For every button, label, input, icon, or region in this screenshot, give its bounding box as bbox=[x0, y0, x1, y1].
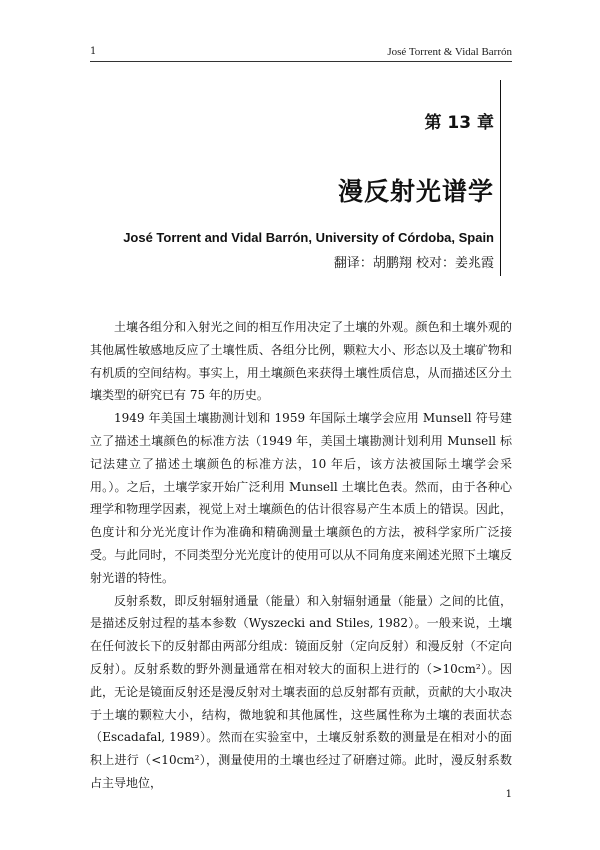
header-page-number: 1 bbox=[90, 46, 97, 57]
author-byline: José Torrent and Vidal Barrón, University of Córdoba, Spain bbox=[123, 230, 494, 245]
body-text bbox=[90, 316, 512, 795]
paragraph-2: 1949 年美国土壤勘测计划和 1959 年国际土壤学会应用 Munsell 符号建立了描述土壤颜色的标准方法（1949 年，美国土壤勘测计划利用 Munsell 标记法建立了描述土壤颜色的标准方法，10 年后，该方法被国际土壤学会采用。）。之后，土壤学家开始广泛利用 Munsell 土壤比色表。然而，由于各种心理学和物理学因素，视觉上对土壤颜色的估计很容易产生本质上的错误。因此，色度计和分光光度计作为准确和精确测量土壤颜色的方法，被科学家所广泛接受。与此同时，不同类型分光光度计的使用可以从不同角度来阐述光照下土壤反射光谱的特性。 bbox=[90, 411, 512, 585]
translator-line: 翻译：胡鹏翔 校对：姜兆霞 bbox=[333, 256, 494, 271]
paragraph-3: 反射系数，即反射辐射通量（能量）和入射辐射通量（能量）之间的比值，是描述反射过程的基本参数（Wyszecki and Stiles, 1982）。一般来说，土壤在任何波长下的反射都由两部分组成：镜面反射（定向反射）和漫反射（不定向反射）。反射系数的野外测量通常在相对较大的面积上进行的（>10cm²）。因此，无论是镜面反射还是漫反射对土壤表面的总反射都有贡献，贡献的大小取决于土壤的颗粒大小，结构，微地貌和其他属性，这些属性称为土壤的表面状态（Escadafal, 1989）。然而在实验室中，土壤反射系数的测量是在相对小的面积上进行（<10cm²），测量使用的土壤也经过了研磨过筛。此时，漫反射系数占主导地位， bbox=[90, 593, 512, 790]
footer-page-number: 1 bbox=[505, 789, 512, 800]
chapter-vertical-rule bbox=[500, 80, 501, 276]
header-rule bbox=[90, 61, 512, 62]
running-header bbox=[90, 46, 512, 62]
chapter-number: 第 13 章 bbox=[424, 113, 494, 133]
header-authors: José Torrent & Vidal Barrón bbox=[387, 46, 512, 58]
paragraph-1: 土壤各组分和入射光之间的相互作用决定了土壤的外观。颜色和土壤外观的其他属性敏感地反应了土壤性质、各组分比例，颗粒大小、形态以及土壤矿物和有机质的空间结构。事实上，用土壤颜色来获得土壤性质信息，从而描述区分土壤类型的研究已有 75 年的历史。 bbox=[90, 320, 512, 403]
chapter-title: 漫反射光谱学 bbox=[337, 177, 494, 206]
